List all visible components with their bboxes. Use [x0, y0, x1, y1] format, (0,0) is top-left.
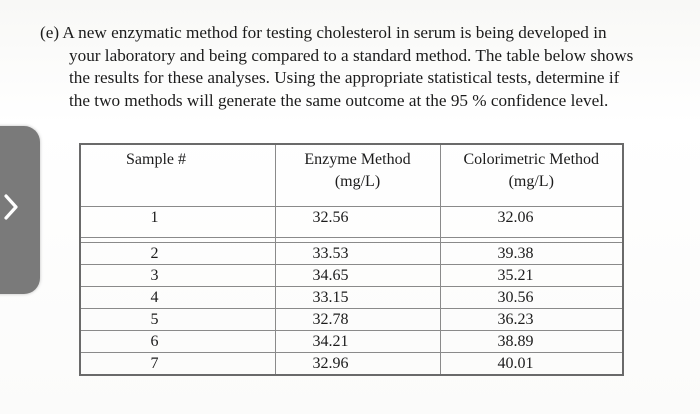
sample-header-label: Sample # [126, 151, 186, 168]
sample-cell: 7 [80, 353, 275, 376]
table-row [80, 309, 623, 331]
colorimetric-value-cell: 36.23 [440, 309, 623, 331]
next-page-tab[interactable] [0, 126, 40, 294]
enzyme-value-cell: 34.21 [275, 331, 440, 353]
chevron-right-icon [4, 194, 18, 220]
colorimetric-value-cell: 30.56 [440, 287, 623, 309]
sample-cell: 1 [80, 207, 275, 238]
table-row [80, 353, 623, 376]
enzyme-value-cell: 33.15 [275, 287, 440, 309]
table-row [80, 265, 623, 287]
enzyme-value-cell: 32.56 [275, 207, 440, 238]
table-row [80, 287, 623, 309]
table-row [80, 207, 623, 238]
table-row [80, 331, 623, 353]
colorimetric-value-cell: 35.21 [440, 265, 623, 287]
sample-cell: 3 [80, 265, 275, 287]
enzyme-value-cell: 33.53 [275, 243, 440, 265]
enzyme-value-cell: 32.78 [275, 309, 440, 331]
colorimetric-header-label: Colorimetric Method [463, 151, 600, 168]
sample-cell: 4 [80, 287, 275, 309]
sample-cell: 2 [80, 243, 275, 265]
question-text [40, 22, 690, 112]
table-row [80, 243, 623, 265]
colorimetric-value-cell: 32.06 [440, 207, 623, 238]
colorimetric-header-unit: (mg/L) [508, 173, 554, 190]
results-table [79, 143, 624, 376]
question-line: (e) A new enzymatic method for testing cholesterol in serum is being developed in [40, 23, 607, 42]
colorimetric-column-header [440, 144, 623, 207]
question-line: the results for these analyses. Using the appropriate statistical tests, determine if [69, 68, 620, 87]
question-line: your laboratory and being compared to a standard method. The table below shows [69, 45, 634, 65]
enzyme-value-cell: 32.96 [275, 353, 440, 376]
enzyme-header-label: Enzyme Method [304, 151, 411, 168]
colorimetric-value-cell: 38.89 [440, 331, 623, 353]
enzyme-column-header [275, 144, 440, 207]
sample-cell: 5 [80, 309, 275, 331]
table-header-row [80, 144, 623, 207]
colorimetric-value-cell: 39.38 [440, 243, 623, 265]
enzyme-value-cell: 34.65 [275, 265, 440, 287]
sample-cell: 6 [80, 331, 275, 353]
question-line: the two methods will generate the same outcome at the 95 % confidence level. [69, 90, 609, 110]
sample-column-header [80, 144, 275, 207]
enzyme-header-unit: (mg/L) [334, 173, 381, 190]
colorimetric-value-cell: 40.01 [440, 353, 623, 376]
